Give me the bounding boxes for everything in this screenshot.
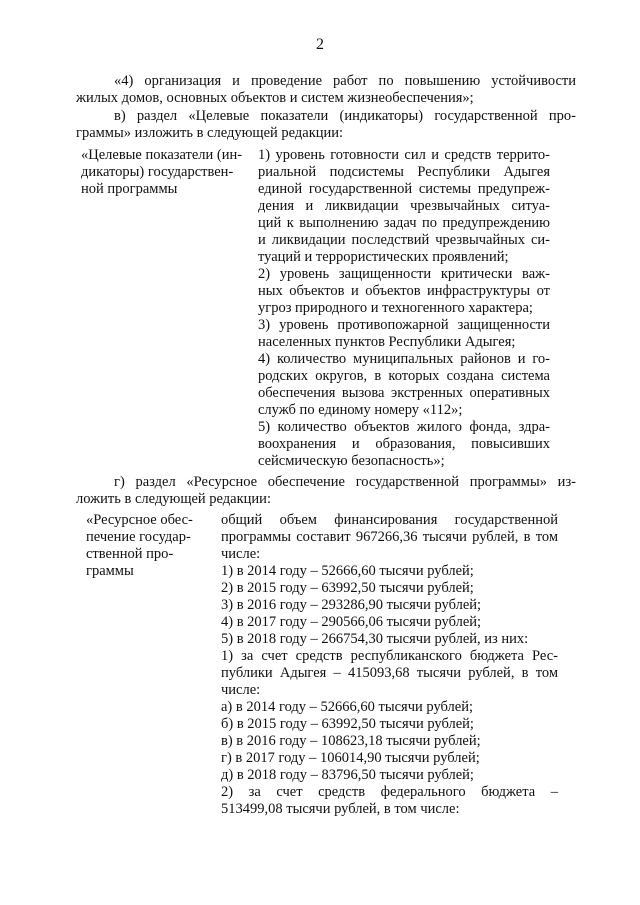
table2-value-line: б) в 2015 году – 63992,50 тысячи рублей; [221, 716, 474, 732]
table1-value-line: служб по единому номеру «112»; [258, 402, 463, 418]
table1-label-line: «Целевые показатели (ин- [81, 147, 243, 163]
section-v-paragraph [76, 108, 576, 142]
table1-value-cell [258, 147, 550, 470]
table2-value-line: 2) за счет средств федерального бюджета – [221, 784, 558, 800]
table1-value-line: единой государственной системы предупреж- [258, 181, 550, 197]
table2-label-line: печение государ- [86, 529, 191, 545]
table1-label-line: ной программы [81, 181, 178, 197]
table1-value-line: дения и ликвидации чрезвычайных ситуа- [258, 198, 550, 214]
table2-value-line: в) в 2016 году – 108623,18 тысячи рублей; [221, 733, 481, 749]
table1-value-line: обеспечения вызова экстренных оперативных [258, 385, 550, 401]
table1-value-line: риальной подсистемы Республики Адыгея [258, 164, 550, 180]
intro-paragraph [76, 73, 576, 107]
table1-value-line: населенных пунктов Республики Адыгея; [258, 334, 516, 350]
section-g-paragraph [76, 474, 576, 508]
table2-value-cell [221, 512, 558, 818]
table2-label-line: «Ресурсное обес- [86, 512, 193, 528]
section-v-line: в) раздел «Целевые показатели (индикаторы) государственной про- [114, 108, 576, 124]
table1-value-line: ций к выполнению задач по предупреждению [258, 215, 550, 231]
page-number: 2 [316, 36, 324, 53]
table1-value-line: и ликвидации последствий чрезвычайных си- [258, 232, 550, 248]
table2-value-line: 3) в 2016 году – 293286,90 тысячи рублей; [221, 597, 482, 613]
table1-value-line: 3) уровень противопожарной защищенности [258, 317, 550, 333]
table1-value-line: воохранения и образования, повысивших [258, 436, 550, 452]
table2-value-line: 2) в 2015 году – 63992,50 тысячи рублей; [221, 580, 474, 596]
table2-value-line: 1) в 2014 году – 52666,60 тысячи рублей; [221, 563, 474, 579]
table1-value-line: сейсмическую безопасность»; [258, 453, 445, 469]
table2-value-line: общий объем финансирования государственной [221, 512, 558, 528]
table2-label-line: граммы [86, 563, 134, 579]
table2-value-line: 1) за счет средств республиканского бюджета Рес- [221, 648, 558, 664]
table2-value-line: публики Адыгея – 415093,68 тысячи рублей, в том [221, 665, 558, 681]
table1-label-cell [81, 147, 251, 198]
table2-value-line: числе: [221, 682, 261, 698]
table1-value-line: угроз природного и техногенного характера; [258, 300, 533, 316]
section-g-line: г) раздел «Ресурсное обеспечение государственной программы» из- [114, 474, 576, 490]
table1-label-line: дикаторы) государствен- [81, 164, 234, 180]
table1-value-line: родских округов, в которых создана система [258, 368, 550, 384]
table1-value-line: 5) количество объектов жилого фонда, здра- [258, 419, 550, 435]
table2-value-line: числе: [221, 546, 261, 562]
table2-label-cell [86, 512, 211, 580]
table2-value-line: 513499,08 тысячи рублей, в том числе: [221, 801, 460, 817]
intro-line: «4) организация и проведение работ по повышению устойчивости [114, 73, 576, 89]
section-v-line: граммы» изложить в следующей редакции: [76, 125, 344, 141]
table1-value-line: 1) уровень готовности сил и средств террито- [258, 147, 550, 163]
table1-value-line: ных объектов и объектов инфраструктуры от [258, 283, 550, 299]
table1-value-line: 4) количество муниципальных районов и го- [258, 351, 550, 367]
table2-value-line: г) в 2017 году – 106014,90 тысячи рублей; [221, 750, 480, 766]
section-g-line: ложить в следующей редакции: [76, 491, 271, 507]
intro-line: жилых домов, основных объектов и систем жизнеобеспечения»; [76, 90, 474, 106]
table1-value-line: 2) уровень защищенности критически важ- [258, 266, 550, 282]
table2-value-line: а) в 2014 году – 52666,60 тысячи рублей; [221, 699, 473, 715]
table1-value-line: туаций и террористических проявлений; [258, 249, 509, 265]
table2-label-line: ственной про- [86, 546, 174, 562]
table2-value-line: д) в 2018 году – 83796,50 тысячи рублей; [221, 767, 474, 783]
table2-value-line: 5) в 2018 году – 266754,30 тысячи рублей, из них: [221, 631, 529, 647]
table2-value-line: программы составит 967266,36 тысячи рублей, в том [221, 529, 558, 545]
table2-value-line: 4) в 2017 году – 290566,06 тысячи рублей; [221, 614, 482, 630]
